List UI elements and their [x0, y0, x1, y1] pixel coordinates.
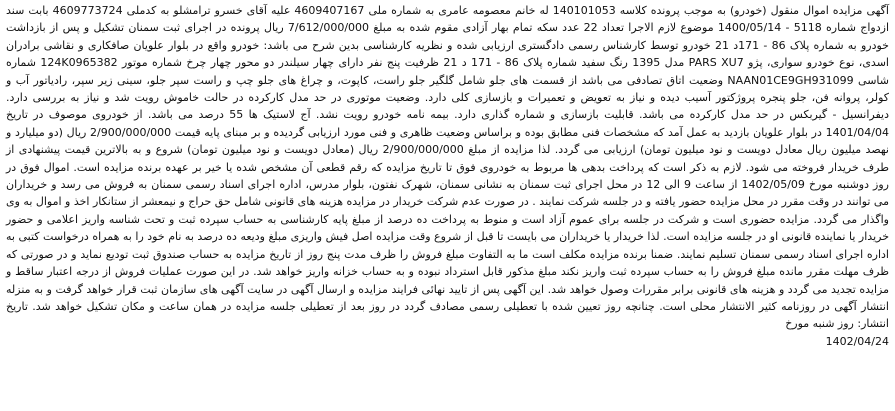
publication-date: 1402/04/24 [825, 334, 889, 348]
auction-notice [6, 2, 889, 409]
notice-body-text: آگهی مزایده اموال منقول (خودرو) به موجب پرونده کلاسه 140101053 له خانم معصومه عامری به شماره ملی 4609407167 علیه آقای خسرو ترامشلو به کدملی 4609773724 بابت سند ازدواج شماره 5118 - 1400/05/14 موضوع لازم الاجرا تعداد 22 عدد سکه تمام بهار آزادی مقوم شده به مبلغ 7/612/000/000 ریال پرونده در اجرای ثبت سمنان تشکیل و پس از بازداشت خودرو به شماره پلاک 86 - 171د 21 خودرو توسط کارشناس رسمی دادگستری ارزیابی شده و نظریه کارشناسی بدین شرح می باشد: خودرو واقع در بلوار علویان صافکاری و نقاشی برادران اسدی، نوع خودرو سواری، پژو PARS XU7 مدل 1395 رنگ سفید شماره پلاک 86 - 171 د 21 ظرفیت پنج نفر دارای چهار سیلندر دو محور چهار چرخ شماره موتور 124K0965382 شماره شاسی NAAN01CE9GH931099 وضعیت اتاق تصادفی می باشد از قسمت های جلو شامل گلگیر جلو راست، کاپوت، و چراغ های جلو چپ و راست سپر جلو، سینی زیر سپر، رادیاتور آب و کولر، پروانه فن، جلو پنجره پروژکتور آسیب دیده و نیاز به تعویض و تعمیرات و بازسازی کلی دارد. وضعیت موتوری در حد مدل کارکرده در حالت خاموش رویت شد و نیاز به بررسی دارد. دیفرانسیل - گیربکس در حد مدل کارکرده می باشد. قابلیت بازسازی و شماره گذاری دارد. بیمه نامه خودرو رویت نشد. آج لاستیک ها 55 درصد می باشد. از خودروی موصوف در تاریخ 1401/04/04 در بلوار علویان بازدید به عمل آمد که مشخصات فنی مطابق بوده و براساس وضعیت ظاهری و فنی مورد ارزیابی گردیده و بر مبنای پایه قیمت 2/900/000/000 ریال (دو میلیارد و نهصد میلیون ریال معادل دویست و نود میلیون تومان) ارزیابی می گردد. لذا مزایده از مبلغ 2/900/000/000 ریال (معادل دویست و نود میلیون تومان) شروع و به بالاترین قیمت پیشنهادی از طرف خریدار فروخته می شود. لازم به ذکر است که پرداخت بدهی ها مربوط به خودروی فوق تا تاریخ مزایده که رقم قطعی آن مشخص شده یا خیر بر عهده برنده مزایده است. اموال فوق در روز دوشنبه مورخ 1402/05/09 از ساعت 9 الی 12 در محل اجرای ثبت سمنان به نشانی سمنان، شهرک نفتون، بلوار مدرس، اداره اجرای اسناد رسمی سمنان به فروش می رسد و خریداران می توانند در وقت مقرر در محل مزایده حضور یافته و در جلسه شرکت نمایند . در صورت عدم شرکت خریدار در مزایده هزینه های قانونی شامل حق حراج و نیمعشر از ستانکار اخذ و اموال به وی واگذار می گردد. مزایده حضوری است و شرکت در جلسه برای عموم آزاد است و منوط به پرداخت ده درصد از مبلغ پایه کارشناسی به حساب سپرده ثبت و تحت شناسه واریز اعلامی و حضور خریدار یا نماینده قانونی او در جلسه مزایده است. لذا خریدار یا خریداران می بایست تا قبل از شروع وقت مزایده اصل فیش واریزی مبلغ ودیعه ده درصد به نام خود را به همراه درخواست کتبی به اداره اجرای اسناد رسمی سمنان تسلیم نمایند. ضمنا برنده مزایده مکلف است ما به التفاوت مبلغ فروش را ظرف مدت پنج روز از تاریخ مزایده به حساب صندوق ثبت تودیع نماید و در صورتی که ظرف مهلت مقرر مانده مبلغ فروش را به حساب سپرده ثبت واریز نکند مبلغ مذکور قابل استرداد نبوده و به حساب خزانه واریز خواهد شد. در این صورت عملیات فروش از درجه اعتبار ساقط و مزایده تجدید می گردد و هزینه های قانونی برابر مقررات وصول خواهد شد. این آگهی پس از تایید نهائی فرایند مزایده و ارسال آگهی در سایت آگهی های سازمان ثبت قرار خواهد گرفت و به منزله انتشار آگهی در روزنامه کثیر الانتشار محلی است. چنانچه روز تعیین شده با تعطیلی رسمی مصادف گردد در روز بعد از تعطیلی جلسه مزایده در همان ساعت و مکان تشکیل خواهد شد. تاریخ انتشار: روز شنبه مورخ [6, 4, 890, 331]
